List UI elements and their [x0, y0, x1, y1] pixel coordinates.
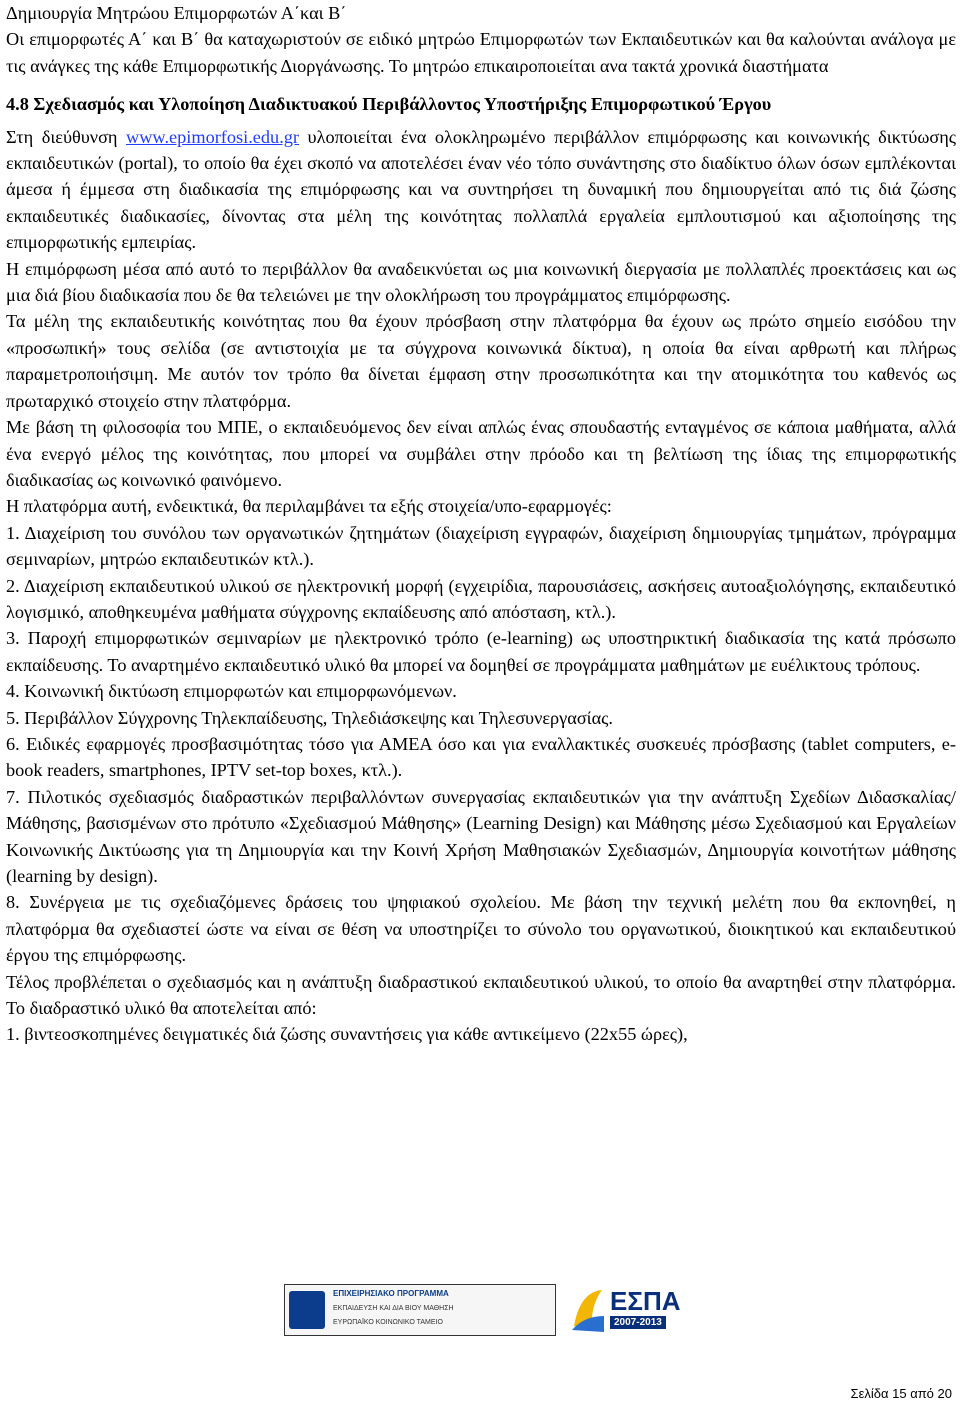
- footer-logos: [0, 1278, 960, 1338]
- registry-paragraph: Οι επιμορφωτές Α΄ και Β΄ θα καταχωριστούν σε ειδικό μητρώο Επιμορφωτών των Εκπαιδευτικών και θα καλούνται ανάλογα με τις ανάγκες της κάθε Επιμορφωτικής Διοργάνωσης. Το μητρώο επικαιροποιείται ανα τακτά χρονικά διαστήματα: [6, 29, 956, 76]
- paragraph: Η πλατφόρμα αυτή, ενδεικτικά, θα περιλαμβάνει τα εξής στοιχεία/υπο-εφαρμογές:: [6, 496, 612, 517]
- page-number: Σελίδα 15 από 20: [850, 1386, 952, 1401]
- paragraph: Η επιμόρφωση μέσα από αυτό το περιβάλλον θα αναδεικνύεται ως μια κοινωνική διεργασία με πολλαπλές προεκτάσεις και ως μια διά βίου διαδικασία που δε θα τελειώνει με την ολοκλήρωση του προγράμματος επιμόρφωσης.: [6, 258, 956, 306]
- portal-rest: υλοποιείται ένα ολοκληρωμένο περιβάλλον επιμόρφωσης και κοινωνικής δικτύωσης εκπαιδευτικών (portal), το οποίο θα έχει σκοπό να αποτελέσει έναν νέο τόπο συνάντησης στο διαδίκτυο όλων όσων εμπλέκονται άμεσα ή έμμεσα στη διαδικασία της επιμόρφωσης και να συντηρήσει τη δυναμική που δημιουργείται από τις διά ζώσης εκπαιδευτικές διαδικασίες, δίνοντας στα μέλη της κοινότητας πολλαπλά εργαλεία εμπλουτισμού και αξιοποίησης της επιμορφωτικής εμπειρίας.: [6, 126, 957, 253]
- espa-wordmark: ΕΣΠΑ: [610, 1286, 681, 1316]
- closing-list-item: 1. βιντεοσκοπημένες δειγματικές διά ζώσης συναντήσεις για κάθε αντικείμενο (22x55 ώρες),: [6, 1024, 688, 1045]
- document-page: [6, 0, 956, 1048]
- list-item: 3. Παροχή επιμορφωτικών σεμιναρίων με ηλεκτρονικό τρόπο (e-learning) ως υποστηρικτική διαδικασία της κατά πρόσωπο εκπαίδευσης. Το αναρτημένο εκπαιδευτικό υλικό θα μπορεί να δομηθεί σε προγράμματα μαθημάτων με ευέλικτους τρόπους.: [6, 628, 956, 675]
- portal-prefix: Στη διεύθυνση: [6, 126, 127, 147]
- list-item: 7. Πιλοτικός σχεδιασμός διαδραστικών περιβαλλόντων συνεργασίας εκπαιδευτικών για την ανάπτυξη Σχεδίων Διδασκαλίας/Μάθησης, βασισμένων στο πρότυπο «Σχεδιασμού Μάθησης» (Learning Design) και Μάθησης μέσω Σχεδιασμού και Εργαλείων Κοινωνικής Δικτύωσης για τη Δημιουργία και την Κοινή Χρήση Μαθησιακών Σχεδιασμών, Δημιουργία κοινοτήτων μάθησης (learning by design).: [6, 786, 956, 886]
- section-heading-4-8: 4.8 Σχεδιασμός και Υλοποίηση Διαδικτυακού Περιβάλλοντος Υποστήριξης Επιμορφωτικού Έργου: [6, 94, 772, 115]
- list-item: 5. Περιβάλλον Σύγχρονης Τηλεκπαίδευσης, Τηλεδιάσκεψης και Τηλεσυνεργασίας.: [6, 707, 613, 728]
- operational-programme-logo: [284, 1284, 556, 1336]
- paragraph: Με βάση τη φιλοσοφία του ΜΠΕ, ο εκπαιδευόμενος δεν είναι απλώς ένας σπουδαστής ενταγμένος σε κάποια μαθήματα, αλλά ένα ενεργό μέλος της κοινότητας, που μπορεί να συμβάλει στην πρόοδο και τη βελτίωση της ίδιας της επιμορφωτικής διαδικασίας ως κοινωνικό φαινόμενο.: [6, 417, 956, 490]
- portal-link[interactable]: www.epimorfosi.edu.gr: [126, 126, 299, 147]
- programme-fund: ΕΥΡΩΠΑΪΚΟ ΚΟΙΝΩΝΙΚΟ ΤΑΜΕΙΟ: [333, 1319, 443, 1326]
- list-item: 8. Συνέργεια με τις σχεδιαζόμενες δράσεις του ψηφιακού σχολείου. Με βάση την τεχνική μελέτη που θα εκπονηθεί, η πλατφόρμα θα σχεδιαστεί ώστε να είναι σε θέση να υποστηρίζει το σύνολο του οργανωτικού, διοικητικού και εκπαιδευτικού έργου της επιμόρφωσης.: [6, 892, 956, 966]
- espa-years: 2007-2013: [610, 1316, 666, 1329]
- closing-paragraph: Τέλος προβλέπεται ο σχεδιασμός και η ανάπτυξη διαδραστικού εκπαιδευτικού υλικού, το οποίο θα αναρτηθεί στην πλατφόρμα. Το διαδραστικό υλικό θα αποτελείται από:: [6, 971, 956, 1019]
- programme-emblem-icon: [289, 1291, 325, 1329]
- espa-logo: [570, 1286, 680, 1338]
- programme-title: ΕΠΙΧΕΙΡΗΣΙΑΚΟ ΠΡΟΓΡΑΜΜΑ: [333, 1289, 449, 1298]
- list-item: 1. Διαχείριση του συνόλου των οργανωτικών ζητημάτων (διαχείριση εγγραφών, διαχείριση δημιουργίας τμημάτων, πρόγραμμα σεμιναρίων, μητρώο εκπαιδευτικών κτλ.).: [6, 522, 956, 570]
- programme-subtitle: ΕΚΠΑΙΔΕΥΣΗ ΚΑΙ ΔΙΑ ΒΙΟΥ ΜΑΘΗΣΗ: [333, 1305, 454, 1312]
- paragraph: Τα μέλη της εκπαιδευτικής κοινότητας που θα έχουν πρόσβαση στην πλατφόρμα θα έχουν ως πρώτο σημείο εισόδου την «προσωπική» τους σελίδα (σε αντιστοιχία με τα σύγχρονα κοινωνικά δίκτυα), η οποία θα είναι αρθρωτή και πλήρως παραμετροποιήσιμη. Με αυτόν τον τρόπο θα δίνεται έμφαση στην προσωπικότητα και την ατομικότητα του καθενός ως πρωταρχικό στοιχείο στην πλατφόρμα.: [6, 311, 956, 411]
- list-item: 6. Ειδικές εφαρμογές προσβασιμότητας τόσο για ΑΜΕΑ όσο και για εναλλακτικές συσκευές πρόσβασης (tablet computers, e-book readers, smartphones, IPTV set-top boxes, κτλ.).: [6, 733, 956, 781]
- portal-paragraph: [6, 124, 956, 256]
- list-item: 4. Κοινωνική δικτύωση επιμορφωτών και επιμορφωνόμενων.: [6, 681, 457, 702]
- espa-flag-icon: [570, 1286, 606, 1334]
- list-item: 2. Διαχείριση εκπαιδευτικού υλικού σε ηλεκτρονική μορφή (εγχειρίδια, παρουσιάσεις, ασκήσεις αυτοαξιολόγησης, εκπαιδευτικό λογισμικό, αποθηκευμένα μαθήματα σύγχρονης εκπαίδευσης από απόσταση, κτλ.).: [6, 575, 956, 622]
- registry-heading: Δημιουργία Μητρώου Επιμορφωτών Α΄και Β΄: [6, 3, 347, 23]
